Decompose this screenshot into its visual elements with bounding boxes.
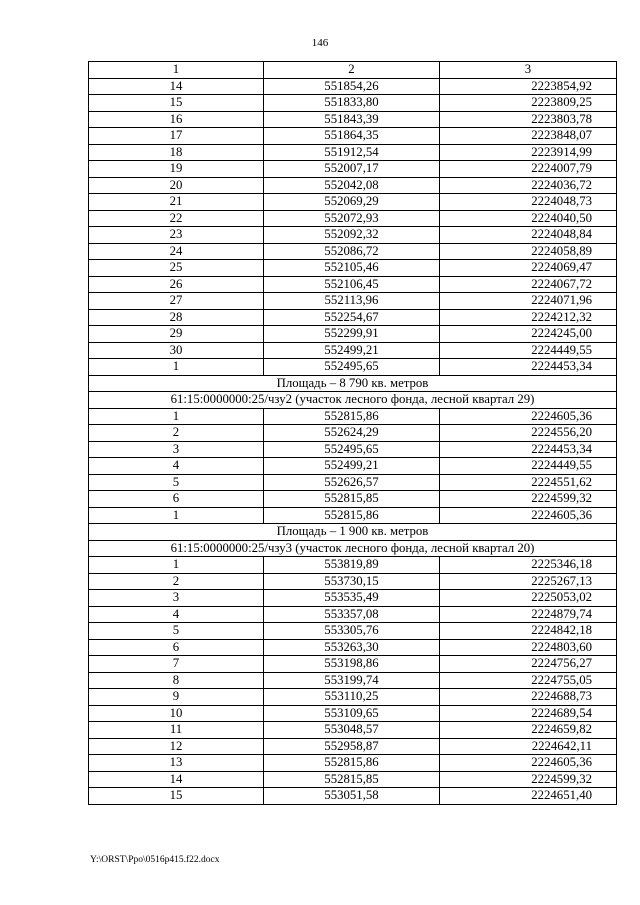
x-coordinate-cell: 553305,76 xyxy=(264,623,440,640)
point-number-cell: 27 xyxy=(89,293,264,310)
x-coordinate-cell: 552499,21 xyxy=(264,342,440,359)
x-coordinate-cell: 552495,65 xyxy=(264,441,440,458)
section-title-row-text: 61:15:0000000:25/чзу2 (участок лесного фонда, лесной квартал 29) xyxy=(89,392,617,409)
area-row xyxy=(89,524,617,541)
x-coordinate-cell: 552499,21 xyxy=(264,458,440,475)
y-coordinate-cell: 2223848,07 xyxy=(440,128,617,145)
y-coordinate-cell: 2224067,72 xyxy=(440,276,617,293)
x-coordinate-cell: 552092,32 xyxy=(264,227,440,244)
point-number-cell: 5 xyxy=(89,623,264,640)
point-number-cell: 4 xyxy=(89,606,264,623)
y-coordinate-cell: 2224453,34 xyxy=(440,359,617,376)
column-header-y: 3 xyxy=(440,62,617,79)
table-row xyxy=(89,755,617,772)
x-coordinate-cell: 552072,93 xyxy=(264,210,440,227)
x-coordinate-cell: 551864,35 xyxy=(264,128,440,145)
table-row xyxy=(89,623,617,640)
y-coordinate-cell: 2225346,18 xyxy=(440,557,617,574)
y-coordinate-cell: 2224449,55 xyxy=(440,342,617,359)
x-coordinate-cell: 552815,86 xyxy=(264,408,440,425)
y-coordinate-cell: 2224599,32 xyxy=(440,771,617,788)
point-number-cell: 6 xyxy=(89,491,264,508)
table-row xyxy=(89,227,617,244)
table-row xyxy=(89,557,617,574)
table-row xyxy=(89,359,617,376)
x-coordinate-cell: 552815,86 xyxy=(264,755,440,772)
point-number-cell: 22 xyxy=(89,210,264,227)
point-number-cell: 26 xyxy=(89,276,264,293)
y-coordinate-cell: 2223914,99 xyxy=(440,144,617,161)
y-coordinate-cell: 2224803,60 xyxy=(440,639,617,656)
point-number-cell: 21 xyxy=(89,194,264,211)
table-row xyxy=(89,606,617,623)
table-row xyxy=(89,243,617,260)
table-row xyxy=(89,111,617,128)
section-title-row xyxy=(89,540,617,557)
y-coordinate-cell: 2224069,47 xyxy=(440,260,617,277)
y-coordinate-cell: 2225053,02 xyxy=(440,590,617,607)
x-coordinate-cell: 552007,17 xyxy=(264,161,440,178)
y-coordinate-cell: 2224245,00 xyxy=(440,326,617,343)
coordinates-table-body xyxy=(89,62,617,805)
x-coordinate-cell: 552495,65 xyxy=(264,359,440,376)
y-coordinate-cell: 2224071,96 xyxy=(440,293,617,310)
x-coordinate-cell: 552626,57 xyxy=(264,474,440,491)
table-row xyxy=(89,326,617,343)
table-row xyxy=(89,293,617,310)
point-number-cell: 17 xyxy=(89,128,264,145)
y-coordinate-cell: 2224755,05 xyxy=(440,672,617,689)
x-coordinate-cell: 552105,46 xyxy=(264,260,440,277)
x-coordinate-cell: 553109,65 xyxy=(264,705,440,722)
table-row xyxy=(89,95,617,112)
table-row xyxy=(89,425,617,442)
table-row xyxy=(89,705,617,722)
table-row xyxy=(89,507,617,524)
point-number-cell: 1 xyxy=(89,359,264,376)
x-coordinate-cell: 552958,87 xyxy=(264,738,440,755)
y-coordinate-cell: 2224689,54 xyxy=(440,705,617,722)
x-coordinate-cell: 553048,57 xyxy=(264,722,440,739)
y-coordinate-cell: 2224605,36 xyxy=(440,507,617,524)
point-number-cell: 1 xyxy=(89,408,264,425)
y-coordinate-cell: 2223809,25 xyxy=(440,95,617,112)
table-row xyxy=(89,689,617,706)
point-number-cell: 12 xyxy=(89,738,264,755)
y-coordinate-cell: 2224651,40 xyxy=(440,788,617,805)
point-number-cell: 8 xyxy=(89,672,264,689)
x-coordinate-cell: 553357,08 xyxy=(264,606,440,623)
y-coordinate-cell: 2224453,34 xyxy=(440,441,617,458)
table-header-row xyxy=(89,62,617,79)
x-coordinate-cell: 552815,85 xyxy=(264,491,440,508)
y-coordinate-cell: 2224048,84 xyxy=(440,227,617,244)
y-coordinate-cell: 2224605,36 xyxy=(440,755,617,772)
point-number-cell: 18 xyxy=(89,144,264,161)
table-row xyxy=(89,78,617,95)
point-number-cell: 10 xyxy=(89,705,264,722)
y-coordinate-cell: 2224449,55 xyxy=(440,458,617,475)
coordinates-table xyxy=(88,61,617,805)
x-coordinate-cell: 553535,49 xyxy=(264,590,440,607)
table-row xyxy=(89,672,617,689)
y-coordinate-cell: 2223803,78 xyxy=(440,111,617,128)
file-path-footer: Y:\ORST\Ppo\0516p415.f22.docx xyxy=(90,855,220,865)
x-coordinate-cell: 552299,91 xyxy=(264,326,440,343)
x-coordinate-cell: 553198,86 xyxy=(264,656,440,673)
x-coordinate-cell: 552624,29 xyxy=(264,425,440,442)
point-number-cell: 15 xyxy=(89,95,264,112)
area-row-text: Площадь – 1 900 кв. метров xyxy=(89,524,617,541)
point-number-cell: 2 xyxy=(89,573,264,590)
table-row xyxy=(89,408,617,425)
point-number-cell: 14 xyxy=(89,771,264,788)
x-coordinate-cell: 552815,85 xyxy=(264,771,440,788)
point-number-cell: 20 xyxy=(89,177,264,194)
table-row xyxy=(89,260,617,277)
x-coordinate-cell: 551833,80 xyxy=(264,95,440,112)
point-number-cell: 9 xyxy=(89,689,264,706)
point-number-cell: 7 xyxy=(89,656,264,673)
x-coordinate-cell: 553199,74 xyxy=(264,672,440,689)
section-title-row-text: 61:15:0000000:25/чзу3 (участок лесного фонда, лесной квартал 20) xyxy=(89,540,617,557)
y-coordinate-cell: 2223854,92 xyxy=(440,78,617,95)
x-coordinate-cell: 551912,54 xyxy=(264,144,440,161)
point-number-cell: 2 xyxy=(89,425,264,442)
table-row xyxy=(89,738,617,755)
x-coordinate-cell: 552254,67 xyxy=(264,309,440,326)
y-coordinate-cell: 2224842,18 xyxy=(440,623,617,640)
point-number-cell: 1 xyxy=(89,507,264,524)
point-number-cell: 19 xyxy=(89,161,264,178)
table-row xyxy=(89,177,617,194)
y-coordinate-cell: 2224036,72 xyxy=(440,177,617,194)
column-header-point: 1 xyxy=(89,62,264,79)
point-number-cell: 11 xyxy=(89,722,264,739)
table-row xyxy=(89,639,617,656)
section-title-row xyxy=(89,392,617,409)
point-number-cell: 13 xyxy=(89,755,264,772)
point-number-cell: 1 xyxy=(89,557,264,574)
x-coordinate-cell: 553730,15 xyxy=(264,573,440,590)
point-number-cell: 3 xyxy=(89,590,264,607)
x-coordinate-cell: 553263,30 xyxy=(264,639,440,656)
y-coordinate-cell: 2224048,73 xyxy=(440,194,617,211)
point-number-cell: 3 xyxy=(89,441,264,458)
point-number-cell: 25 xyxy=(89,260,264,277)
area-row xyxy=(89,375,617,392)
table-row xyxy=(89,491,617,508)
point-number-cell: 5 xyxy=(89,474,264,491)
point-number-cell: 16 xyxy=(89,111,264,128)
table-row xyxy=(89,474,617,491)
x-coordinate-cell: 551843,39 xyxy=(264,111,440,128)
table-row xyxy=(89,771,617,788)
x-coordinate-cell: 551854,26 xyxy=(264,78,440,95)
table-row xyxy=(89,309,617,326)
x-coordinate-cell: 552106,45 xyxy=(264,276,440,293)
table-row xyxy=(89,194,617,211)
y-coordinate-cell: 2224599,32 xyxy=(440,491,617,508)
point-number-cell: 6 xyxy=(89,639,264,656)
table-row xyxy=(89,210,617,227)
y-coordinate-cell: 2224688,73 xyxy=(440,689,617,706)
x-coordinate-cell: 552086,72 xyxy=(264,243,440,260)
point-number-cell: 28 xyxy=(89,309,264,326)
y-coordinate-cell: 2224642,11 xyxy=(440,738,617,755)
x-coordinate-cell: 552042,08 xyxy=(264,177,440,194)
table-row xyxy=(89,161,617,178)
table-row xyxy=(89,441,617,458)
table-row xyxy=(89,722,617,739)
column-header-x: 2 xyxy=(264,62,440,79)
table-row xyxy=(89,458,617,475)
y-coordinate-cell: 2224556,20 xyxy=(440,425,617,442)
page-number: 146 xyxy=(311,37,329,49)
y-coordinate-cell: 2224551,62 xyxy=(440,474,617,491)
point-number-cell: 14 xyxy=(89,78,264,95)
y-coordinate-cell: 2224212,32 xyxy=(440,309,617,326)
table-row xyxy=(89,342,617,359)
table-row xyxy=(89,276,617,293)
table-row xyxy=(89,573,617,590)
y-coordinate-cell: 2225267,13 xyxy=(440,573,617,590)
table-row xyxy=(89,590,617,607)
table-row xyxy=(89,788,617,805)
y-coordinate-cell: 2224879,74 xyxy=(440,606,617,623)
x-coordinate-cell: 552815,86 xyxy=(264,507,440,524)
table-row xyxy=(89,128,617,145)
x-coordinate-cell: 553110,25 xyxy=(264,689,440,706)
table-row xyxy=(89,656,617,673)
y-coordinate-cell: 2224605,36 xyxy=(440,408,617,425)
x-coordinate-cell: 553819,89 xyxy=(264,557,440,574)
point-number-cell: 15 xyxy=(89,788,264,805)
y-coordinate-cell: 2224659,82 xyxy=(440,722,617,739)
y-coordinate-cell: 2224756,27 xyxy=(440,656,617,673)
x-coordinate-cell: 552113,96 xyxy=(264,293,440,310)
point-number-cell: 30 xyxy=(89,342,264,359)
point-number-cell: 29 xyxy=(89,326,264,343)
x-coordinate-cell: 553051,58 xyxy=(264,788,440,805)
table-row xyxy=(89,144,617,161)
x-coordinate-cell: 552069,29 xyxy=(264,194,440,211)
area-row-text: Площадь – 8 790 кв. метров xyxy=(89,375,617,392)
y-coordinate-cell: 2224007,79 xyxy=(440,161,617,178)
y-coordinate-cell: 2224040,50 xyxy=(440,210,617,227)
point-number-cell: 23 xyxy=(89,227,264,244)
point-number-cell: 24 xyxy=(89,243,264,260)
point-number-cell: 4 xyxy=(89,458,264,475)
y-coordinate-cell: 2224058,89 xyxy=(440,243,617,260)
